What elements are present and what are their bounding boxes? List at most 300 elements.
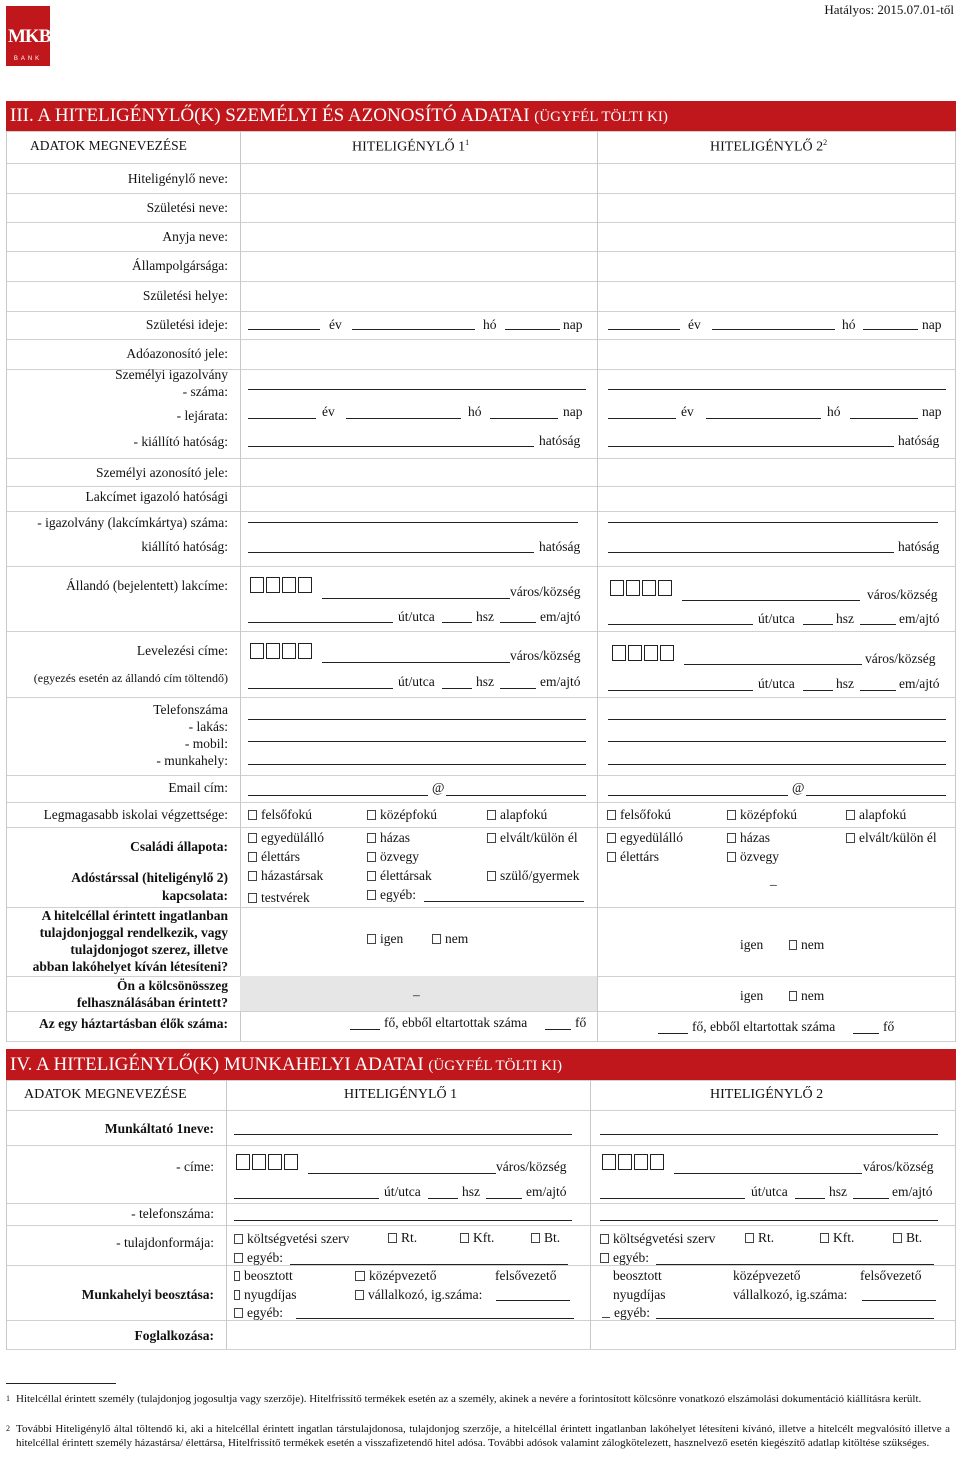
id1-issuer-line[interactable]	[248, 446, 534, 447]
s3-row-line	[6, 222, 956, 223]
s3-col-divider-2	[597, 131, 598, 1041]
email1-domain-line[interactable]	[446, 795, 586, 796]
own1-bt-text: Bt.	[544, 1230, 561, 1245]
addr2-issuer-line[interactable]	[608, 552, 894, 553]
mar2-partner[interactable]	[607, 849, 659, 865]
edu1-secondary-text: középfokú	[380, 807, 437, 822]
mail1-hsz: hsz	[476, 674, 494, 689]
footnote-2-num: 2	[6, 1424, 10, 1433]
perm1-door: em/ajtó	[540, 609, 581, 624]
own1-kft[interactable]	[460, 1230, 494, 1246]
mar1-married-text: házas	[380, 830, 410, 845]
addr1-issuer-word: hatóság	[539, 539, 581, 554]
bd2-year: év	[688, 317, 701, 332]
id1-issuer-word: hatóság	[539, 433, 581, 448]
bd1-year: év	[329, 317, 342, 332]
emp1-phone-line[interactable]	[234, 1220, 572, 1221]
mar2-widow-text: özvegy	[740, 849, 779, 864]
s3-row-line	[6, 775, 956, 776]
perm2-city-line[interactable]	[682, 600, 860, 601]
own1-rt[interactable]	[388, 1230, 417, 1246]
pos1-entrepreneur-line[interactable]	[496, 1300, 570, 1301]
mar1-widow-text: özvegy	[380, 849, 419, 864]
addr1-issuer-line[interactable]	[248, 552, 534, 553]
emp1-door-line[interactable]	[486, 1198, 522, 1199]
addr1-card-line[interactable]	[248, 522, 578, 523]
pos1-retired[interactable]	[234, 1287, 297, 1303]
s3-left-border	[6, 131, 7, 1041]
perm1-city: város/község	[510, 584, 581, 599]
label-birthdate: Születési ideje:	[145, 317, 228, 332]
emp2-phone-line[interactable]	[600, 1220, 938, 1221]
own1-public[interactable]	[234, 1231, 349, 1247]
emp1-street-line[interactable]	[234, 1198, 379, 1199]
loanuse1-dash: –	[413, 987, 420, 1002]
label-ownership: - tulajdonformája:	[116, 1235, 214, 1250]
emp1-city-line[interactable]	[308, 1173, 496, 1174]
s4-left-border	[6, 1080, 7, 1349]
loanuse2-no[interactable]	[789, 988, 824, 1004]
s3-col-divider-1	[240, 131, 241, 1041]
label-household: Az egy háztartásban élők száma:	[39, 1016, 228, 1031]
mail1-street-line[interactable]	[248, 688, 393, 689]
email1-at: @	[432, 780, 445, 795]
cod-partners-text: élettársak	[380, 868, 432, 883]
label-id-expiry: - lejárata:	[176, 408, 228, 423]
own1-other-line[interactable]	[290, 1264, 568, 1265]
pos1-other-line[interactable]	[296, 1318, 574, 1319]
mail2-street: út/utca	[758, 676, 795, 691]
own2-other-text: egyéb:	[613, 1250, 649, 1265]
footnote-separator	[6, 1383, 116, 1384]
prop2-yes[interactable]: igen	[740, 937, 764, 952]
pos1-entrepreneur-text: vállalkozó, ig.számа:	[368, 1287, 483, 1302]
pos2-retired[interactable]: nyugdíjas	[613, 1287, 666, 1302]
own2-kft-text: Kft.	[833, 1230, 855, 1245]
cod-other-text: egyéb:	[380, 887, 416, 902]
s4-row-line	[6, 1145, 956, 1146]
label-emp-address: - címe:	[176, 1159, 214, 1174]
s4-row-line	[6, 1110, 956, 1111]
cod-parent-child[interactable]	[487, 868, 579, 884]
phone2-home-line[interactable]	[608, 719, 946, 720]
id2-issuer-line[interactable]	[608, 446, 894, 447]
email1-user-line[interactable]	[248, 795, 428, 796]
id1-exp-day: nap	[563, 404, 583, 419]
s3-row-line	[6, 193, 956, 194]
perm1-street-line[interactable]	[248, 622, 393, 623]
s3-row-line	[6, 827, 956, 828]
mail2-hsz: hsz	[836, 676, 854, 691]
perm1-hsz-line[interactable]	[442, 622, 472, 623]
own1-kft-text: Kft.	[473, 1230, 495, 1245]
label-id-number: - száma:	[182, 384, 228, 399]
label-codebtor2: kapcsolata:	[161, 888, 228, 903]
s3-row-line	[6, 1011, 956, 1012]
pos1-senior[interactable]: felsővezető	[495, 1268, 557, 1283]
mar1-married[interactable]	[367, 830, 410, 846]
s4-row-line	[6, 1225, 956, 1226]
mar1-widow[interactable]	[367, 849, 419, 865]
own1-rt-text: Rt.	[401, 1230, 418, 1245]
emp2-door: em/ajtó	[892, 1184, 933, 1199]
label-addr-card1: Lakcímet igazoló hatósági	[85, 489, 228, 504]
phone2-work-line[interactable]	[608, 764, 946, 765]
edu2-secondary[interactable]	[727, 807, 797, 823]
label-occupation: Foglalkozása:	[134, 1328, 214, 1343]
pos2-employee[interactable]: beosztott	[613, 1268, 662, 1283]
mar1-divorced[interactable]	[487, 830, 578, 846]
email2-domain-line[interactable]	[806, 795, 946, 796]
label-phone: Telefonszáma	[153, 702, 228, 717]
house2-dep-line[interactable]	[853, 1033, 879, 1034]
bd2-day-line[interactable]	[863, 329, 918, 330]
bd2-day: nap	[922, 317, 942, 332]
bd1-month: hó	[483, 317, 497, 332]
mail1-street: út/utca	[398, 674, 435, 689]
perm2-hsz-line[interactable]	[803, 624, 833, 625]
label-property2: tulajdonjoggal rendelkezik, vagy	[39, 925, 228, 940]
phone2-mobile-line[interactable]	[608, 741, 946, 742]
id2-number-line[interactable]	[608, 389, 946, 390]
s3-row-line	[6, 566, 956, 567]
mar2-married[interactable]	[727, 830, 770, 846]
mar2-single-text: egyedülálló	[620, 830, 683, 845]
emp1-hsz: hsz	[462, 1184, 480, 1199]
logo-text: MKB	[8, 26, 51, 47]
s4-col-divider-2	[590, 1080, 591, 1349]
footnote-1-num: 1	[6, 1394, 10, 1403]
label-education: Legmagasabb iskolai végzettsége:	[43, 807, 228, 822]
pos1-retired-text: nyugdíjas	[244, 1287, 297, 1302]
emp1-zip-boxes[interactable]	[236, 1154, 300, 1174]
s3-row-line	[6, 131, 956, 132]
mail1-hsz-line[interactable]	[442, 688, 472, 689]
prop1-no[interactable]	[432, 931, 468, 947]
s3-row-line	[6, 511, 956, 512]
edu1-secondary[interactable]	[367, 807, 437, 823]
s3-col1	[352, 138, 469, 156]
mail1-city-line[interactable]	[322, 662, 510, 663]
label-emp-phone: - telefonszáma:	[131, 1206, 214, 1221]
mail2-hsz-line[interactable]	[803, 690, 833, 691]
emp1-name-line[interactable]	[234, 1134, 572, 1135]
edu2-primary[interactable]	[846, 807, 906, 823]
edu1-primary-text: alapfokú	[500, 807, 548, 822]
s4-row-line	[6, 1349, 956, 1350]
emp2-street: út/utca	[751, 1184, 788, 1199]
id2-exp-year-line[interactable]	[608, 418, 676, 419]
s3-row-line	[6, 311, 956, 312]
s3-row-line	[6, 281, 956, 282]
s4-col1: HITELIGÉNYLŐ 1	[344, 1087, 458, 1102]
label-perm-addr: Állandó (bejelentett) lakcíme:	[66, 578, 228, 593]
s4-col2: HITELIGÉNYLŐ 2	[710, 1087, 824, 1102]
id2-exp-month: hó	[827, 404, 841, 419]
mar2-divorced-text: elvált/külön él	[859, 830, 937, 845]
label-id-card: Személyi igazolvány	[115, 367, 228, 382]
own2-public[interactable]	[600, 1231, 715, 1247]
prop1-no-text: nem	[445, 931, 469, 946]
s3-right-border	[955, 131, 956, 1041]
id1-exp-month-line[interactable]	[346, 418, 461, 419]
s3-row-line	[6, 697, 956, 698]
perm2-street: út/utca	[758, 611, 795, 626]
s4-title-note: (ÜGYFÉL TÖLTI KI)	[428, 1058, 562, 1074]
mail2-city-line[interactable]	[684, 664, 862, 665]
pos1-other[interactable]	[234, 1305, 283, 1321]
email2-at: @	[792, 780, 805, 795]
mail1-door: em/ajtó	[540, 674, 581, 689]
label-citizenship: Állampolgársága:	[132, 258, 228, 273]
label-name: Hiteligénylő neve:	[127, 171, 228, 186]
perm1-city-line[interactable]	[322, 598, 510, 599]
pos2-other[interactable]	[602, 1305, 650, 1321]
emp2-name-line[interactable]	[600, 1134, 938, 1135]
s3-col2-sup: 2	[823, 138, 828, 147]
addr2-issuer-word: hatóság	[898, 539, 940, 554]
bd1-month-line[interactable]	[352, 329, 475, 330]
perm1-door-line[interactable]	[500, 622, 536, 623]
mail2-zip-boxes[interactable]	[612, 645, 676, 665]
s3-title-note: (ÜGYFÉL TÖLTI KI)	[534, 109, 668, 125]
label-marital: Családi állapota:	[130, 839, 228, 854]
perm2-city: város/község	[867, 587, 938, 602]
loanuse2-yes[interactable]: igen	[740, 988, 764, 1003]
mar1-divorced-text: elvált/külön él	[500, 830, 578, 845]
house1-dep-line[interactable]	[545, 1029, 571, 1030]
pos2-entrepreneur-line[interactable]	[862, 1300, 936, 1301]
logo-sub: BANK	[13, 56, 43, 62]
s4-col-label: ADATOK MEGNEVEZÉSE	[24, 1087, 187, 1102]
id2-issuer-word: hatóság	[898, 433, 940, 448]
label-addr-issuer: kiállító hatóság:	[141, 539, 228, 554]
cod-partners[interactable]	[367, 868, 432, 884]
s4-right-border	[955, 1080, 956, 1349]
cod-parent-child-text: szülő/gyermek	[500, 868, 580, 883]
s3-row-line	[6, 163, 956, 164]
id2-exp-day-line[interactable]	[850, 418, 918, 419]
own1-other-text: egyéb:	[247, 1250, 283, 1265]
prop1-yes-text: igen	[380, 931, 404, 946]
emp2-city-line[interactable]	[674, 1173, 862, 1174]
edu1-primary[interactable]	[487, 807, 547, 823]
addr2-card-line[interactable]	[608, 522, 938, 523]
cod-other-line[interactable]	[424, 901, 584, 902]
id2-exp-month-line[interactable]	[706, 418, 821, 419]
edu2-primary-text: alapfokú	[859, 807, 907, 822]
section-3-title	[6, 101, 956, 131]
footnote-1-text: Hitelcéllal érintett személy (tulajdonjog jogosultja vagy szerzője). Hitelfrissítő termékek esetén az a személy, akinek a nevére a forintosított kölcsönre vonatkozó elszámolási dokumentáció kiállításra került.	[16, 1393, 922, 1405]
id1-number-line[interactable]	[248, 389, 586, 390]
id1-exp-year: év	[322, 404, 335, 419]
cod-other[interactable]	[367, 887, 416, 903]
label-addr-card2: - igazolvány (lakcímkártya) száma:	[37, 515, 228, 530]
label-tax-id: Adóazonosító jele:	[126, 346, 228, 361]
mail2-door: em/ajtó	[899, 676, 940, 691]
emp2-hsz-line[interactable]	[795, 1198, 825, 1199]
s3-col1-text: HITELIGÉNYLŐ 1	[352, 139, 466, 155]
label-codebtor1: Adóstárssal (hiteligénylő 2)	[71, 870, 228, 885]
loanuse2-no-text: nem	[801, 988, 825, 1003]
bd2-year-line[interactable]	[608, 329, 680, 330]
own1-bt[interactable]	[531, 1230, 560, 1246]
id1-exp-day-line[interactable]	[490, 418, 558, 419]
perm1-zip-boxes[interactable]	[250, 577, 314, 597]
edu1-higher[interactable]	[248, 807, 312, 823]
own2-bt[interactable]	[893, 1230, 922, 1246]
s3-title-text: III. A HITELIGÉNYLŐ(K) SZEMÉLYI ÉS AZONOSÍTÓ ADATAI	[10, 105, 530, 126]
s3-row-line	[6, 631, 956, 632]
prop2-no[interactable]	[789, 937, 824, 953]
label-email: Email cím:	[168, 780, 228, 795]
label-phone-home: - lakás:	[188, 719, 228, 734]
s3-col2	[710, 138, 827, 156]
house2-persons: fő, ebből eltartottak száma	[692, 1019, 836, 1034]
cod-spouses-text: házastársak	[261, 868, 324, 883]
footnote-2-text: További Hiteligénylő által töltendő ki, aki a hitelcéllal érintett ingatlan társtulajdonosa, tulajdonjog szerzője, a hitelcéllal érintett ingatlanban lakóhelyet létesíteni kívánó, illetve a hitelcélt megvalósító illetve a hitelcéllal érintett személy házastársa/ élettársa, Hitelfrissítő termékek esetén a visszafizetendő hitel adósa. További adósok valamint zálogkötelezett, hasznelvező esetén kiegészítő adatlap kitöltése szükséges.	[16, 1423, 950, 1449]
cod-siblings-text: testvérek	[261, 890, 310, 905]
s3-row-line	[6, 802, 956, 803]
phone1-mobile-line[interactable]	[248, 741, 586, 742]
own1-public-text: költségvetési szerv	[247, 1231, 350, 1246]
label-mail-note: (egyezés esetén az állandó cím töltendő)	[33, 671, 228, 685]
own2-other[interactable]	[600, 1250, 649, 1266]
s3-col-label: ADATOK MEGNEVEZÉSE	[30, 138, 187, 153]
mar2-partner-text: élettárs	[620, 849, 659, 864]
emp1-city: város/község	[496, 1159, 567, 1174]
s4-row-line	[6, 1080, 956, 1081]
emp2-zip-boxes[interactable]	[602, 1154, 666, 1174]
label-mail-addr: Levelezési címe:	[136, 643, 228, 658]
label-property3: tulajdonjogot szerez, illetve	[70, 942, 228, 957]
mail2-door-line[interactable]	[860, 690, 896, 691]
own2-other-line[interactable]	[656, 1264, 934, 1265]
s4-col-divider-1	[226, 1080, 227, 1349]
email2-user-line[interactable]	[608, 795, 788, 796]
prop2-no-text: nem	[801, 937, 825, 952]
label-birthplace: Születési helye:	[142, 288, 228, 303]
s3-row-line	[6, 458, 956, 459]
pos1-employee-text: beosztott	[244, 1268, 293, 1283]
perm2-door: em/ajtó	[899, 611, 940, 626]
own2-public-text: költségvetési szerv	[613, 1231, 716, 1246]
mar2-single[interactable]	[607, 830, 683, 846]
phone1-work-line[interactable]	[248, 764, 586, 765]
label-id-issuer: - kiállító hatóság:	[133, 434, 228, 449]
bd1-day-line[interactable]	[505, 329, 560, 330]
house1-persons: fő, ebből eltartottak száma	[384, 1015, 528, 1030]
pos2-other-line[interactable]	[656, 1318, 934, 1319]
house2-persons-line[interactable]	[658, 1033, 688, 1034]
mar2-widow[interactable]	[727, 849, 779, 865]
footnote-1	[6, 1392, 956, 1410]
cod-spouses[interactable]	[248, 868, 323, 884]
label-property4: abban lakóhelyet kíván létesíteni?	[32, 959, 228, 974]
bd2-month: hó	[842, 317, 856, 332]
emp2-city: város/község	[863, 1159, 934, 1174]
own1-other[interactable]	[234, 1250, 283, 1266]
mar2-married-text: házas	[740, 830, 770, 845]
pos1-other-text: egyéb:	[247, 1305, 283, 1320]
mail2-city: város/község	[865, 651, 936, 666]
s3-row-line	[6, 486, 956, 487]
pos2-senior[interactable]: felsővezető	[860, 1268, 922, 1283]
own2-bt-text: Bt.	[906, 1230, 923, 1245]
pos1-middle[interactable]	[355, 1268, 436, 1284]
label-phone-mobile: - mobil:	[184, 736, 228, 751]
mar1-partner-text: élettárs	[261, 849, 300, 864]
bd2-month-line[interactable]	[712, 329, 835, 330]
id1-exp-year-line[interactable]	[248, 418, 316, 419]
id1-exp-month: hó	[468, 404, 482, 419]
id2-exp-day: nap	[922, 404, 942, 419]
bd1-day: nap	[563, 317, 583, 332]
own2-rt[interactable]	[745, 1230, 774, 1246]
footnote-2	[6, 1422, 956, 1450]
perm2-door-line[interactable]	[860, 624, 896, 625]
emp1-street: út/utca	[384, 1184, 421, 1199]
edu2-higher[interactable]	[607, 807, 671, 823]
id2-exp-year: év	[681, 404, 694, 419]
perm2-zip-boxes[interactable]	[610, 580, 674, 600]
emp2-door-line[interactable]	[853, 1198, 889, 1199]
mail2-street-line[interactable]	[608, 690, 753, 691]
house1-persons-line[interactable]	[350, 1029, 380, 1030]
perm2-hsz: hsz	[836, 611, 854, 626]
pos1-entrepreneur[interactable]	[355, 1287, 482, 1303]
cod2-mark: _	[770, 872, 777, 887]
s4-row-line	[6, 1203, 956, 1204]
mar1-partner[interactable]	[248, 849, 300, 865]
pos2-middle[interactable]: középvezető	[733, 1268, 801, 1283]
mar1-single-text: egyedülálló	[261, 830, 324, 845]
label-birth-name: Születési neve:	[146, 200, 228, 215]
own2-rt-text: Rt.	[758, 1230, 775, 1245]
mar1-single[interactable]	[248, 830, 324, 846]
s3-row-line	[6, 251, 956, 252]
perm1-hsz: hsz	[476, 609, 494, 624]
emp2-hsz: hsz	[829, 1184, 847, 1199]
pos2-entrepreneur[interactable]: vállalkozó, ig.számа:	[733, 1287, 848, 1302]
mail1-city: város/község	[510, 648, 581, 663]
label-loanuse1: Ön a kölcsönösszeg	[116, 978, 228, 993]
mail1-zip-boxes[interactable]	[250, 643, 314, 663]
own2-kft[interactable]	[820, 1230, 854, 1246]
mar2-divorced[interactable]	[846, 830, 937, 846]
cod-siblings[interactable]	[248, 890, 310, 906]
emp2-street-line[interactable]	[600, 1198, 745, 1199]
perm2-street-line[interactable]	[608, 624, 753, 625]
emp1-hsz-line[interactable]	[428, 1198, 458, 1199]
validity-date: Hatályos: 2015.07.01-től	[824, 2, 954, 17]
s4-row-line	[6, 1320, 956, 1321]
pos1-middle-text: középvezető	[369, 1268, 437, 1283]
s4-title-text: IV. A HITELIGÉNYLŐ(K) MUNKAHELYI ADATAI	[10, 1054, 424, 1075]
label-position: Munkahelyi beosztása:	[81, 1287, 214, 1302]
label-loanuse2: felhasználásában érintett?	[76, 995, 228, 1010]
phone1-home-line[interactable]	[248, 719, 586, 720]
s3-col2-text: HITELIGÉNYLŐ 2	[710, 139, 824, 155]
prop1-yes[interactable]	[367, 931, 403, 947]
pos1-employee[interactable]	[234, 1268, 293, 1284]
mkb-logo	[6, 6, 50, 66]
s3-row-line	[6, 1041, 956, 1042]
bd1-year-line[interactable]	[248, 329, 320, 330]
perm1-street: út/utca	[398, 609, 435, 624]
label-mother: Anyja neve:	[162, 229, 228, 244]
mail1-door-line[interactable]	[500, 688, 536, 689]
